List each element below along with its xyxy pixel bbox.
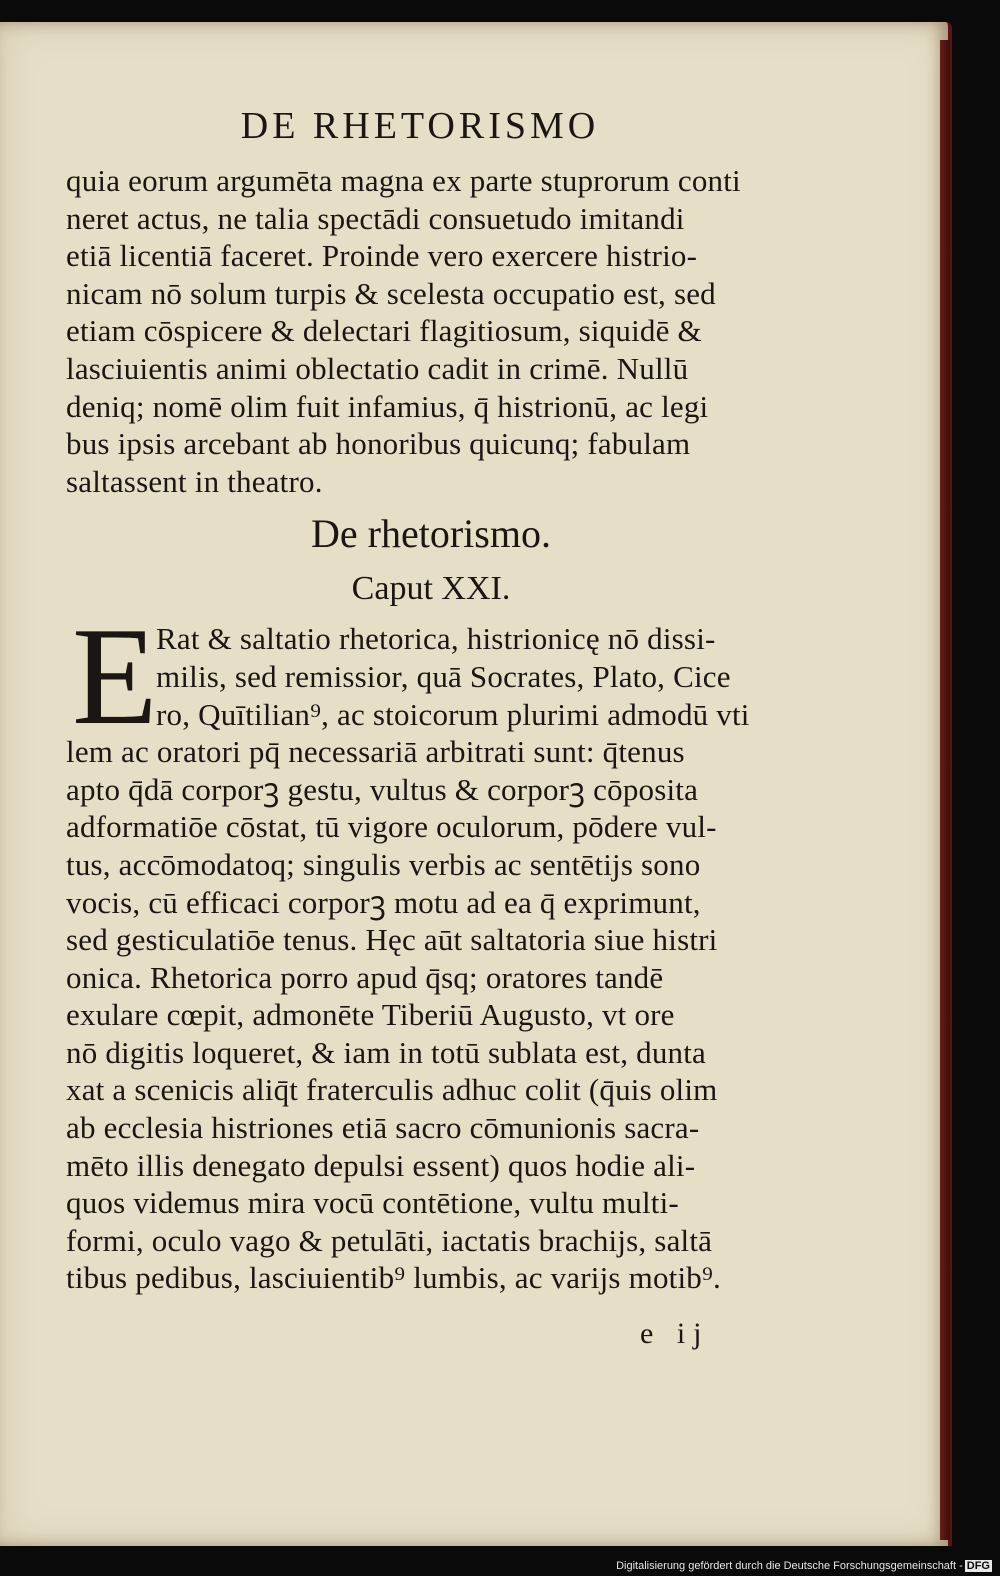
chapter-title: De rhetorismo. — [311, 511, 551, 557]
text-line: sed gesticulatiōe tenus. Hęc aūt saltatoria siue histri — [66, 922, 718, 958]
text-line: lasciuientis animi oblectatio cadit in crimē. Nullū — [66, 350, 689, 386]
text-line: exulare cœpit, admonēte Tiberiū Augusto, vt ore — [66, 997, 675, 1033]
text-line: bus ipsis arcebant ab honoribus quicunq; fabulam — [66, 426, 691, 462]
book-page — [0, 22, 952, 1546]
text-line: xat a scenicis aliq̄t fraterculis adhuc colit (q̄uis olim — [66, 1072, 718, 1108]
chapter-number: Caput XXI. — [351, 570, 511, 608]
text-line: tus, accōmodatoq; singulis verbis ac sentētijs sono — [66, 846, 701, 882]
text-line: quia eorum argumēta magna ex parte stuprorum conti — [66, 163, 741, 198]
text-line: milis, sed remissior, quā Socrates, Plato, Cice — [156, 658, 731, 694]
running-head: DE RHETORISMO — [240, 105, 600, 147]
footer-text: Digitalisierung gefördert durch die Deutsche Forschungsgemeinschaft - — [616, 1560, 963, 1572]
text-line: onica. Rhetorica porro apud q̄sq; oratores tandē — [66, 959, 664, 995]
text-line: lem ac oratori pq̄ necessariā arbitrati sunt: q̄tenus — [66, 734, 685, 770]
text-line: adformatiōe cōstat, tū vigore oculorum, pōdere vul- — [66, 809, 717, 845]
text-line: nō digitis loqueret, & iam in totū sublata est, dunta — [66, 1034, 706, 1070]
text-line: tibus pedibus, lasciuientib⁹ lumbis, ac varijs motib⁹. — [66, 1260, 721, 1296]
text-line: ab ecclesia histriones etiā sacro cōmunionis sacra- — [66, 1110, 700, 1146]
text-line: mēto illis denegato depulsi essent) quos hodie ali- — [66, 1147, 696, 1183]
text-line: ro, Quītilian⁹, ac stoicorum plurimi admodū vti — [156, 696, 750, 732]
text-line: vocis, cū efficaci corporꝫ motu ad ea q̄ exprimunt, — [66, 884, 701, 920]
text-line: Rat & saltatio rhetorica, histrionicę nō dissi- — [156, 621, 716, 657]
text-line: saltassent in theatro. — [66, 463, 323, 499]
text-line: formi, oculo vago & petulāti, iactatis brachijs, saltā — [66, 1222, 713, 1258]
page-body — [66, 162, 796, 1297]
text-line: deniq; nomē olim fuit infamius, q̄ histrionū, ac legi — [66, 388, 709, 424]
page-edge — [940, 40, 950, 1540]
text-line: etiam cōspicere & delectari flagitiosum, siquidē & — [66, 313, 702, 349]
text-line: neret actus, ne talia spectādi consuetudo imitandi — [66, 200, 685, 236]
digitization-footer — [616, 1560, 992, 1572]
text-line: nicam nō solum turpis & scelesta occupatio est, sed — [66, 275, 716, 311]
signature-mark: e ij — [640, 1317, 710, 1350]
dfg-logo: DFG — [966, 1560, 990, 1572]
text-line: etiā licentiā faceret. Proinde vero exercere histrio- — [66, 238, 698, 274]
text-line: quos videmus mira vocū contētione, vultu multi- — [66, 1185, 679, 1221]
drop-initial: E — [72, 599, 158, 755]
text-line: apto q̄dā corporꝫ gestu, vultus & corporꝫ cōposita — [66, 771, 699, 807]
